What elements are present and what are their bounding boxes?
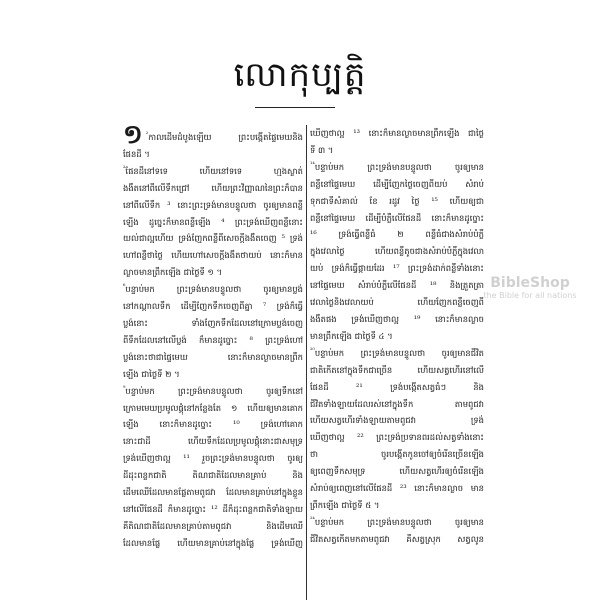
text-line (310, 514, 484, 531)
text-line (123, 264, 303, 281)
verse-text: ¹⁶ ទ្រង់ធ្វើពន្លឺធំ ២ ពន្លឺធំជាងសំរាប់បំភ្លឺ (310, 229, 484, 240)
text-line (123, 518, 303, 535)
verse-text: ដើមឈើដែលមានផ្លែតាមពូជវា ដែលមានគ្រាប់នៅក្នុងខ្លួន (123, 487, 303, 498)
verse-text: ដែលមានផ្លែ ហើយមានគ្រាប់នៅក្នុងផ្លែ ទ្រង់ឃើញ (123, 537, 303, 548)
text-line (310, 328, 484, 345)
book-title: លោកុប្បត្តិ (233, 55, 367, 95)
title-rule (255, 107, 335, 108)
verse-text: ឡើង នោះក៏មានដូច្នោះ ¹⁰ ទ្រង់ហៅគោក (123, 419, 303, 430)
text-line (310, 210, 484, 227)
text-column-left (123, 125, 303, 595)
verse-text: គឺតិណជាតិដែលមានគ្រាប់តាមពូជវា និងដើមឈើ (123, 520, 303, 531)
text-line (310, 159, 484, 176)
verse-number: ² (123, 165, 126, 173)
text-line (123, 163, 303, 180)
verse-text: ផែនដី ។ (123, 148, 150, 159)
text-line (310, 294, 484, 311)
verse-number: ⁶ (123, 283, 126, 291)
verse-text: ពីទឹកដែលនៅលើប្លង់ ក៏មានដូច្នោះ ⁸ ព្រះទ្រង់ហៅ (123, 334, 303, 345)
text-line (310, 379, 484, 396)
text-line (123, 230, 303, 247)
verse-text: នៅកណ្តាលទឹក ដើម្បីញែកទឹកចេញពីគ្នា ⁷ ទ្រង់ក៏ធ្វើ (123, 301, 303, 312)
text-line (123, 247, 303, 264)
watermark (470, 275, 590, 300)
text-line (310, 311, 484, 328)
text-line (310, 480, 484, 497)
text-line (123, 281, 303, 298)
text-line (123, 450, 303, 467)
verse-text: សំរាប់ឲ្យពេញនៅលើផែនដី ²³ នោះក៏មានល្ងាច មាន (310, 483, 484, 494)
text-column-right (310, 125, 484, 595)
text-line (310, 125, 484, 142)
verse-text: ល្ងាចមានព្រឹកឡើង ជាថ្ងៃទី ១ ។ (123, 267, 223, 278)
verse-text: យល់ជាល្អហើយ ទ្រង់ញែកពន្លឺពីសេចក្តីងងឹតចេញ ⁵ ទ្រង់ (123, 233, 303, 244)
verse-text: បន្ទាប់មក ព្រះទ្រង់មានបន្ទូលថា ចូរឲ្យមាន (314, 161, 484, 172)
verse-text: ក្នុងវេលាថ្ងៃ ហើយពន្លឺតូចជាងសំរាប់បំភ្លឺក្នុងវេលា (310, 246, 484, 257)
text-line (310, 531, 484, 548)
text-line (310, 446, 484, 463)
verse-text: ពន្លឺនៅផ្ទៃមេឃ ដើម្បីបំភ្លឺលើផែនដី នោះក៏មានដូច្នោះ (310, 212, 484, 223)
verse-text: បន្ទាប់មក ព្រះទ្រង់មានបន្ទូលថា ចូរឲ្យទឹកនៅ (125, 385, 303, 396)
verse-text: ទុកជាទីសំគាល់ ខែ រដូវ ថ្ងៃ ¹⁵ ហើយឲ្យជា (310, 195, 484, 206)
verse-text: ជីវិតទាំងឡាយដែលរស់នៅក្នុងទឹក តាមពូជវា (310, 398, 484, 409)
verse-text: ឃើញថាល្អ ¹³ នោះក៏មានល្ងាចមានព្រឹកឡើង ជាថ្ងៃ (310, 128, 484, 138)
text-line (123, 315, 303, 332)
text-line (123, 416, 303, 433)
text-line (123, 146, 303, 163)
text-line (310, 243, 484, 260)
watermark-sub: the Bible for all nations (483, 291, 577, 300)
verse-text: ថា ចូរបង្កើតកូនចៅឲ្យចំរើនច្រើនឡើង (310, 449, 484, 460)
chapter-number: ១ (123, 125, 143, 146)
text-line (123, 349, 303, 366)
text-line (310, 277, 484, 294)
verse-text: ឡើង ជាថ្ងៃទី ២ ។ (123, 368, 180, 379)
verse-text: ជីវិតសត្វកើតមកតាមពូជវា គឺសត្វស្រុក សត្វលូន (310, 533, 484, 544)
verse-text: ផែនដី ²¹ ទ្រង់បង្កើតសត្វធំៗ និង (310, 381, 484, 392)
text-line (123, 383, 303, 400)
text-line (310, 142, 484, 159)
verse-text: កាលដើមដំបូងឡើយ ព្រះបង្កើតផ្ទៃមេឃនិង (148, 132, 303, 142)
verse-text: ហើយសត្វហើរទាំងឡាយតាមពូជវា ទ្រង់ (310, 415, 484, 426)
verse-text: បន្ទាប់មក ព្រះទ្រង់មានបន្ទូលថា ចូរឲ្យមានជីវិត (314, 347, 484, 358)
text-line (123, 298, 303, 315)
text-line (123, 467, 303, 484)
text-line (123, 501, 303, 518)
verse-text: ងងឹតនៅពីលើទឹកជ្រៅ ហើយព្រះវិញ្ញាណនៃព្រះក៏បាន (123, 182, 303, 193)
text-line (123, 484, 303, 501)
verse-text: ហៅពន្លឺថាថ្ងៃ ហើយហៅសេចក្តីងងឹតថាយប់ នោះក៏មាន (123, 250, 303, 261)
verse-text: ក្រោមមេឃប្រមូលផ្តុំនៅកន្លែងតែ ១ ហើយឲ្យមានគោក (123, 402, 303, 413)
verse-text: មានព្រឹកឡើង ជាថ្ងៃទី ៤ ។ (310, 330, 393, 341)
verse-text: នៅផ្ទៃមេឃ សំរាប់បំភ្លឺលើផែនដី ¹⁸ និងត្រួតត្រា (310, 280, 484, 291)
verse-text: ផែនដីនៅទទេ ហើយនៅទទេ ហ្មងស្ងាត់ (125, 165, 303, 176)
verse-text: ជាតិកើតនៅក្នុងទឹកជាច្រើន ហើយសត្វហើរនៅលើ (310, 364, 484, 375)
verse-number: ²⁴ (310, 516, 315, 524)
column-divider (306, 125, 307, 600)
text-line (310, 345, 484, 362)
verse-text: ទ្រង់ឃើញថាល្អ ¹¹ រួចព្រះទ្រង់មានបន្ទូលថា ចូរឲ្យ (123, 453, 303, 464)
verse-text: វេលាថ្ងៃនិងវេលាយប់ ហើយញែកពន្លឺចេញពី (310, 297, 484, 308)
verse-text: នៅលើផែនដី ក៏មានដូច្នោះ ¹² ដីក៏ដុះពន្លកជាតិទាំងឡាយ (123, 503, 303, 514)
verse-number: ² (145, 131, 149, 139)
text-line (310, 176, 484, 193)
verse-number: ⁹ (123, 384, 126, 392)
text-line (310, 226, 484, 243)
verse-text: ទី ៣ ។ (310, 144, 334, 155)
verse-text: ងងឹតផង ទ្រង់ឃើញថាល្អ ¹⁹ នោះក៏មានល្ងាច (310, 313, 484, 324)
verse-text: ប្លង់នោះថាជាផ្ទៃមេឃ នោះក៏មានល្ងាចមានព្រឹក (123, 351, 303, 362)
text-line (123, 125, 303, 146)
verse-text: ឡើង ដូច្នេះក៏មានពន្លឺឡើង ⁴ ព្រះទ្រង់ឃើញពន្លឺនោះ (123, 216, 303, 227)
verse-text: យប់ ទ្រង់ក៏ធ្វើផ្កាយដែរ ¹⁷ ព្រះទ្រង់ដាក់ពន្លឺទាំងនោះ (310, 263, 484, 274)
text-line (310, 193, 484, 210)
verse-text: បន្ទាប់មក ព្រះទ្រង់មានបន្ទូលថា ចូរឲ្យមានប្លង់ (125, 284, 303, 295)
text-line (123, 366, 303, 383)
text-line (123, 332, 303, 349)
verse-text: ឲ្យពេញទឹកសមុទ្រ ហើយសត្វហើរឲ្យចំរើនឡើង (310, 466, 484, 477)
verse-text: ព្រឹកឡើង ជាថ្ងៃទី ៥ ។ (310, 499, 380, 510)
verse-text: ប្លង់នោះ ទាំងញែកទឹកដែលនៅក្រោមប្លង់ចេញ (123, 317, 303, 328)
verse-text: ពន្លឺនៅផ្ទៃមេឃ ដើម្បីញែកថ្ងៃចេញពីយប់ សំរាប់ (310, 178, 484, 189)
verse-text: ឃើញថាល្អ ²² ព្រះទ្រង់ប្រទានពរដល់សត្វទាំងនោះ (310, 432, 484, 443)
verse-text: បន្ទាប់មក ព្រះទ្រង់មានបន្ទូលថា ចូរឲ្យមាន (314, 516, 484, 527)
text-line (310, 396, 484, 413)
text-line (310, 429, 484, 446)
text-line (123, 197, 303, 214)
verse-text: នោះជាដី ហើយទឹកដែលប្រមូលផ្តុំនោះជាសមុទ្រ (123, 436, 303, 447)
text-line (123, 214, 303, 231)
text-line (123, 535, 303, 552)
verse-number: ²⁰ (310, 346, 315, 354)
watermark-main: BibleShop (490, 275, 570, 291)
text-line (310, 362, 484, 379)
text-line (310, 412, 484, 429)
text-line (310, 463, 484, 480)
verse-text: ដីដុះពន្លកជាតិ តិណជាតិដែលមានគ្រាប់ និង (123, 470, 303, 481)
text-line (123, 433, 303, 450)
verse-text: នៅពីលើទឹក ³ នោះព្រះទ្រង់មានបន្ទូលថា ចូរឲ្យមានពន្លឺ (123, 199, 303, 210)
text-line (310, 260, 484, 277)
verse-number: ¹⁴ (310, 161, 315, 169)
text-line (310, 497, 484, 514)
text-line (123, 400, 303, 417)
text-line (123, 180, 303, 197)
